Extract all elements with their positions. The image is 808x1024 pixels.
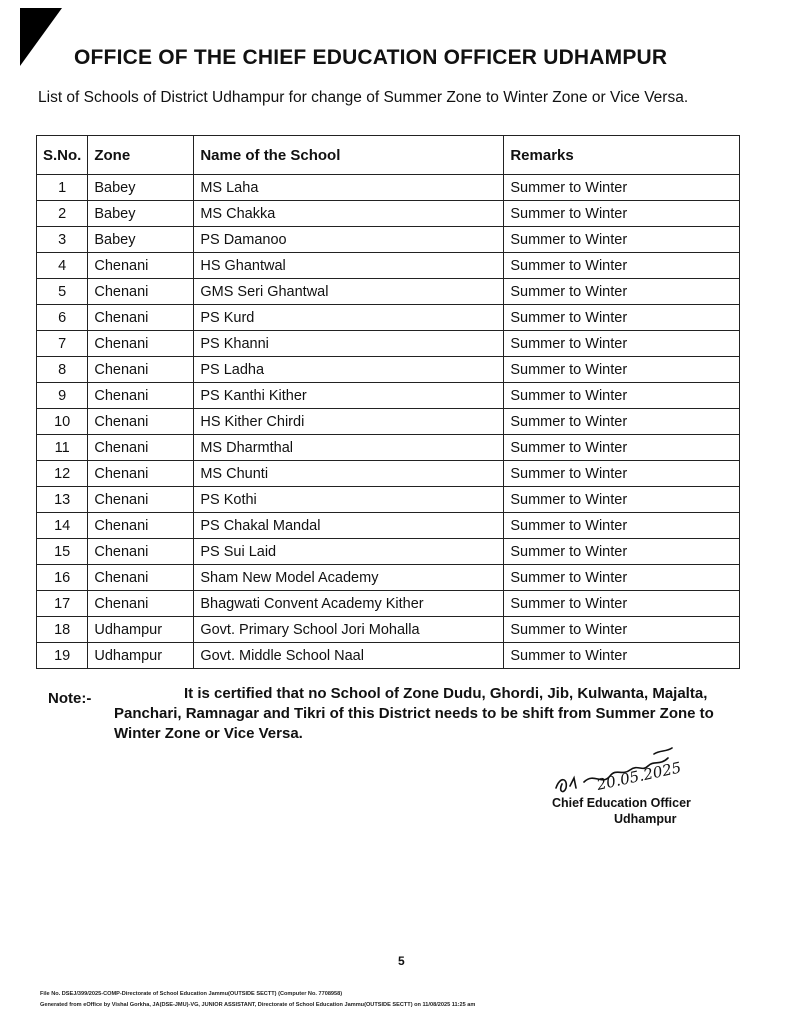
table-row xyxy=(37,201,740,227)
row-school-name: PS Sui Laid xyxy=(194,539,504,565)
row-sno: 5 xyxy=(37,279,88,305)
table-row xyxy=(37,435,740,461)
row-sno: 4 xyxy=(37,253,88,279)
row-sno: 15 xyxy=(37,539,88,565)
row-school-name: GMS Seri Ghantwal xyxy=(194,279,504,305)
row-sno: 6 xyxy=(37,305,88,331)
table-row xyxy=(37,409,740,435)
row-sno: 8 xyxy=(37,357,88,383)
table-row xyxy=(37,513,740,539)
footer-file-line: File No. DSEJ/399/2025-COMP-Directorate of School Education Jammu(OUTSIDE SECTT) (Computer No. 7708958) xyxy=(40,991,343,997)
row-school-name: PS Kurd xyxy=(194,305,504,331)
table-row xyxy=(37,617,740,643)
row-remarks: Summer to Winter xyxy=(504,461,740,487)
row-school-name: Bhagwati Convent Academy Kither xyxy=(194,591,504,617)
row-remarks: Summer to Winter xyxy=(504,565,740,591)
row-remarks: Summer to Winter xyxy=(504,331,740,357)
row-remarks: Summer to Winter xyxy=(504,357,740,383)
table-row xyxy=(37,539,740,565)
row-zone: Chenani xyxy=(88,435,194,461)
row-school-name: PS Ladha xyxy=(194,357,504,383)
table-row xyxy=(37,643,740,669)
row-remarks: Summer to Winter xyxy=(504,513,740,539)
row-school-name: MS Chunti xyxy=(194,461,504,487)
row-zone: Chenani xyxy=(88,461,194,487)
table-row xyxy=(37,565,740,591)
row-remarks: Summer to Winter xyxy=(504,253,740,279)
row-zone: Chenani xyxy=(88,383,194,409)
row-zone: Chenani xyxy=(88,513,194,539)
row-sno: 10 xyxy=(37,409,88,435)
row-sno: 19 xyxy=(37,643,88,669)
table-row xyxy=(37,591,740,617)
row-zone: Babey xyxy=(88,175,194,201)
row-school-name: Govt. Primary School Jori Mohalla xyxy=(194,617,504,643)
row-school-name: Govt. Middle School Naal xyxy=(194,643,504,669)
row-school-name: PS Kanthi Kither xyxy=(194,383,504,409)
row-remarks: Summer to Winter xyxy=(504,305,740,331)
row-zone: Chenani xyxy=(88,357,194,383)
row-remarks: Summer to Winter xyxy=(504,175,740,201)
table-row xyxy=(37,383,740,409)
page-subtitle: List of Schools of District Udhampur for change of Summer Zone to Winter Zone or Vice Versa. xyxy=(38,89,689,106)
header-sno: S.No. xyxy=(37,136,88,175)
row-zone: Udhampur xyxy=(88,617,194,643)
table-row xyxy=(37,461,740,487)
row-school-name: Sham New Model Academy xyxy=(194,565,504,591)
note-text: It is certified that no School of Zone Dudu, Ghordi, Jib, Kulwanta, Majalta, Panchari, Ramnagar and Tikri of this District needs to be shift from Summer Zone to Winter Zone or Vice Versa. xyxy=(114,685,714,742)
row-sno: 11 xyxy=(37,435,88,461)
row-zone: Udhampur xyxy=(88,643,194,669)
row-zone: Chenani xyxy=(88,565,194,591)
corner-mark xyxy=(20,8,62,66)
svg-text:20.05.2025: 20.05.2025 xyxy=(595,758,683,794)
page-title: OFFICE OF THE CHIEF EDUCATION OFFICER UDHAMPUR xyxy=(74,46,668,69)
row-remarks: Summer to Winter xyxy=(504,617,740,643)
table-row xyxy=(37,175,740,201)
row-school-name: PS Damanoo xyxy=(194,227,504,253)
row-remarks: Summer to Winter xyxy=(504,279,740,305)
row-zone: Chenani xyxy=(88,305,194,331)
row-remarks: Summer to Winter xyxy=(504,435,740,461)
handwritten-signature xyxy=(550,742,720,796)
row-zone: Chenani xyxy=(88,409,194,435)
row-sno: 18 xyxy=(37,617,88,643)
table-row xyxy=(37,253,740,279)
signatory-designation: Chief Education Officer xyxy=(552,796,691,810)
row-zone: Babey xyxy=(88,227,194,253)
row-sno: 17 xyxy=(37,591,88,617)
table-row xyxy=(37,487,740,513)
row-school-name: HS Kither Chirdi xyxy=(194,409,504,435)
row-sno: 7 xyxy=(37,331,88,357)
page-number: 5 xyxy=(398,954,405,968)
table-row xyxy=(37,279,740,305)
note-label: Note:- xyxy=(48,690,92,707)
row-sno: 1 xyxy=(37,175,88,201)
row-sno: 3 xyxy=(37,227,88,253)
table-row xyxy=(37,227,740,253)
table-row xyxy=(37,305,740,331)
row-zone: Chenani xyxy=(88,331,194,357)
row-sno: 16 xyxy=(37,565,88,591)
row-zone: Chenani xyxy=(88,253,194,279)
row-sno: 14 xyxy=(37,513,88,539)
row-remarks: Summer to Winter xyxy=(504,643,740,669)
row-sno: 9 xyxy=(37,383,88,409)
row-school-name: PS Kothi xyxy=(194,487,504,513)
table-row xyxy=(37,331,740,357)
header-remarks: Remarks xyxy=(504,136,740,175)
row-zone: Chenani xyxy=(88,539,194,565)
row-remarks: Summer to Winter xyxy=(504,591,740,617)
row-remarks: Summer to Winter xyxy=(504,227,740,253)
row-remarks: Summer to Winter xyxy=(504,383,740,409)
table-body xyxy=(37,175,740,669)
row-zone: Chenani xyxy=(88,279,194,305)
row-school-name: PS Chakal Mandal xyxy=(194,513,504,539)
row-remarks: Summer to Winter xyxy=(504,539,740,565)
row-school-name: HS Ghantwal xyxy=(194,253,504,279)
header-zone: Zone xyxy=(88,136,194,175)
row-zone: Chenani xyxy=(88,591,194,617)
row-sno: 2 xyxy=(37,201,88,227)
row-school-name: PS Khanni xyxy=(194,331,504,357)
footer-generated-line: Generated from eOffice by Vishal Gorkha, JA(DSE-JMU)-VG, JUNIOR ASSISTANT, Directorate of School Education Jammu(OUTSIDE SECTT) on 11/08/2025 11:25 am xyxy=(40,1002,476,1008)
signatory-place: Udhampur xyxy=(614,812,677,826)
row-sno: 13 xyxy=(37,487,88,513)
row-school-name: MS Laha xyxy=(194,175,504,201)
row-school-name: MS Dharmthal xyxy=(194,435,504,461)
schools-table xyxy=(36,135,740,669)
row-remarks: Summer to Winter xyxy=(504,409,740,435)
table-row xyxy=(37,357,740,383)
row-zone: Babey xyxy=(88,201,194,227)
row-sno: 12 xyxy=(37,461,88,487)
row-school-name: MS Chakka xyxy=(194,201,504,227)
row-remarks: Summer to Winter xyxy=(504,201,740,227)
header-school-name: Name of the School xyxy=(194,136,504,175)
row-remarks: Summer to Winter xyxy=(504,487,740,513)
row-zone: Chenani xyxy=(88,487,194,513)
table-header-row xyxy=(37,136,740,175)
